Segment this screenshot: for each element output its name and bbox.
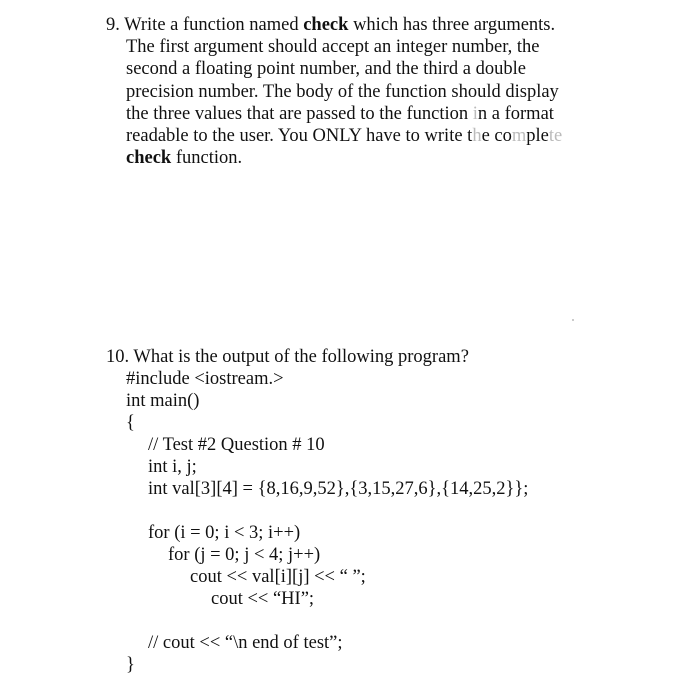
code-line-include: #include <iostream.> — [126, 369, 284, 389]
question-9 — [106, 14, 646, 169]
question-9-line-2: The first argument should accept an integer number, the — [126, 37, 540, 58]
question-10 — [106, 346, 666, 676]
code-line-decl-ij: int i, j; — [148, 457, 197, 477]
code-line-cout-hi: cout << “HI”; — [211, 589, 315, 609]
question-9-line-1 — [106, 14, 646, 36]
question-9-text: Write a function named — [119, 15, 304, 35]
code-line-close-brace: } — [126, 655, 135, 675]
code-line-cout-val: cout << val[i][j] << “ ”; — [190, 567, 366, 587]
question-10-prompt — [106, 346, 666, 368]
function-name-check: check — [303, 15, 349, 35]
question-9-line-7 — [106, 147, 646, 169]
question-9-obscured-text: h — [472, 126, 482, 147]
blank-line — [106, 610, 666, 632]
question-9-text: readable to the user. You ONLY have to write t — [126, 126, 473, 147]
code-line-for-i: for (i = 0; i < 3; i++) — [148, 523, 301, 543]
question-9-obscured-text: te — [548, 126, 563, 147]
question-9-text: function. — [171, 148, 243, 169]
question-9-text: n a format — [477, 103, 554, 124]
question-9-number: 9. — [106, 15, 120, 35]
question-9-line-6 — [106, 125, 646, 147]
question-9-obscured-text: i — [472, 103, 478, 124]
question-9-line-5 — [106, 103, 646, 125]
question-9-text: ple — [526, 126, 549, 147]
code-line-decl-val: int val[3][4] = {8,16,9,52},{3,15,27,6},{14,25,2}}; — [148, 479, 529, 499]
question-10-text: What is the output of the following program? — [129, 347, 469, 367]
code-line-comment-end: // cout << “\n end of test”; — [148, 633, 343, 653]
question-10-number: 10. — [106, 347, 130, 367]
question-9-text: the three values that are passed to the function — [126, 103, 473, 124]
code-line-open-brace: { — [126, 413, 135, 433]
question-9-text: which has three arguments. — [348, 15, 556, 35]
blank-line — [106, 500, 666, 522]
question-9-text: e co — [481, 126, 512, 147]
question-9-line-3: second a floating point number, and the third a double — [126, 59, 526, 80]
code-line-comment: // Test #2 Question # 10 — [148, 435, 325, 455]
code-line-main: int main() — [126, 391, 200, 411]
function-name-check: check — [126, 148, 172, 169]
code-line-for-j: for (j = 0; j < 4; j++) — [168, 545, 321, 565]
question-9-line-4: precision number. The body of the function should display — [126, 81, 559, 102]
question-9-obscured-text: m — [511, 126, 527, 147]
stray-mark — [572, 319, 574, 321]
